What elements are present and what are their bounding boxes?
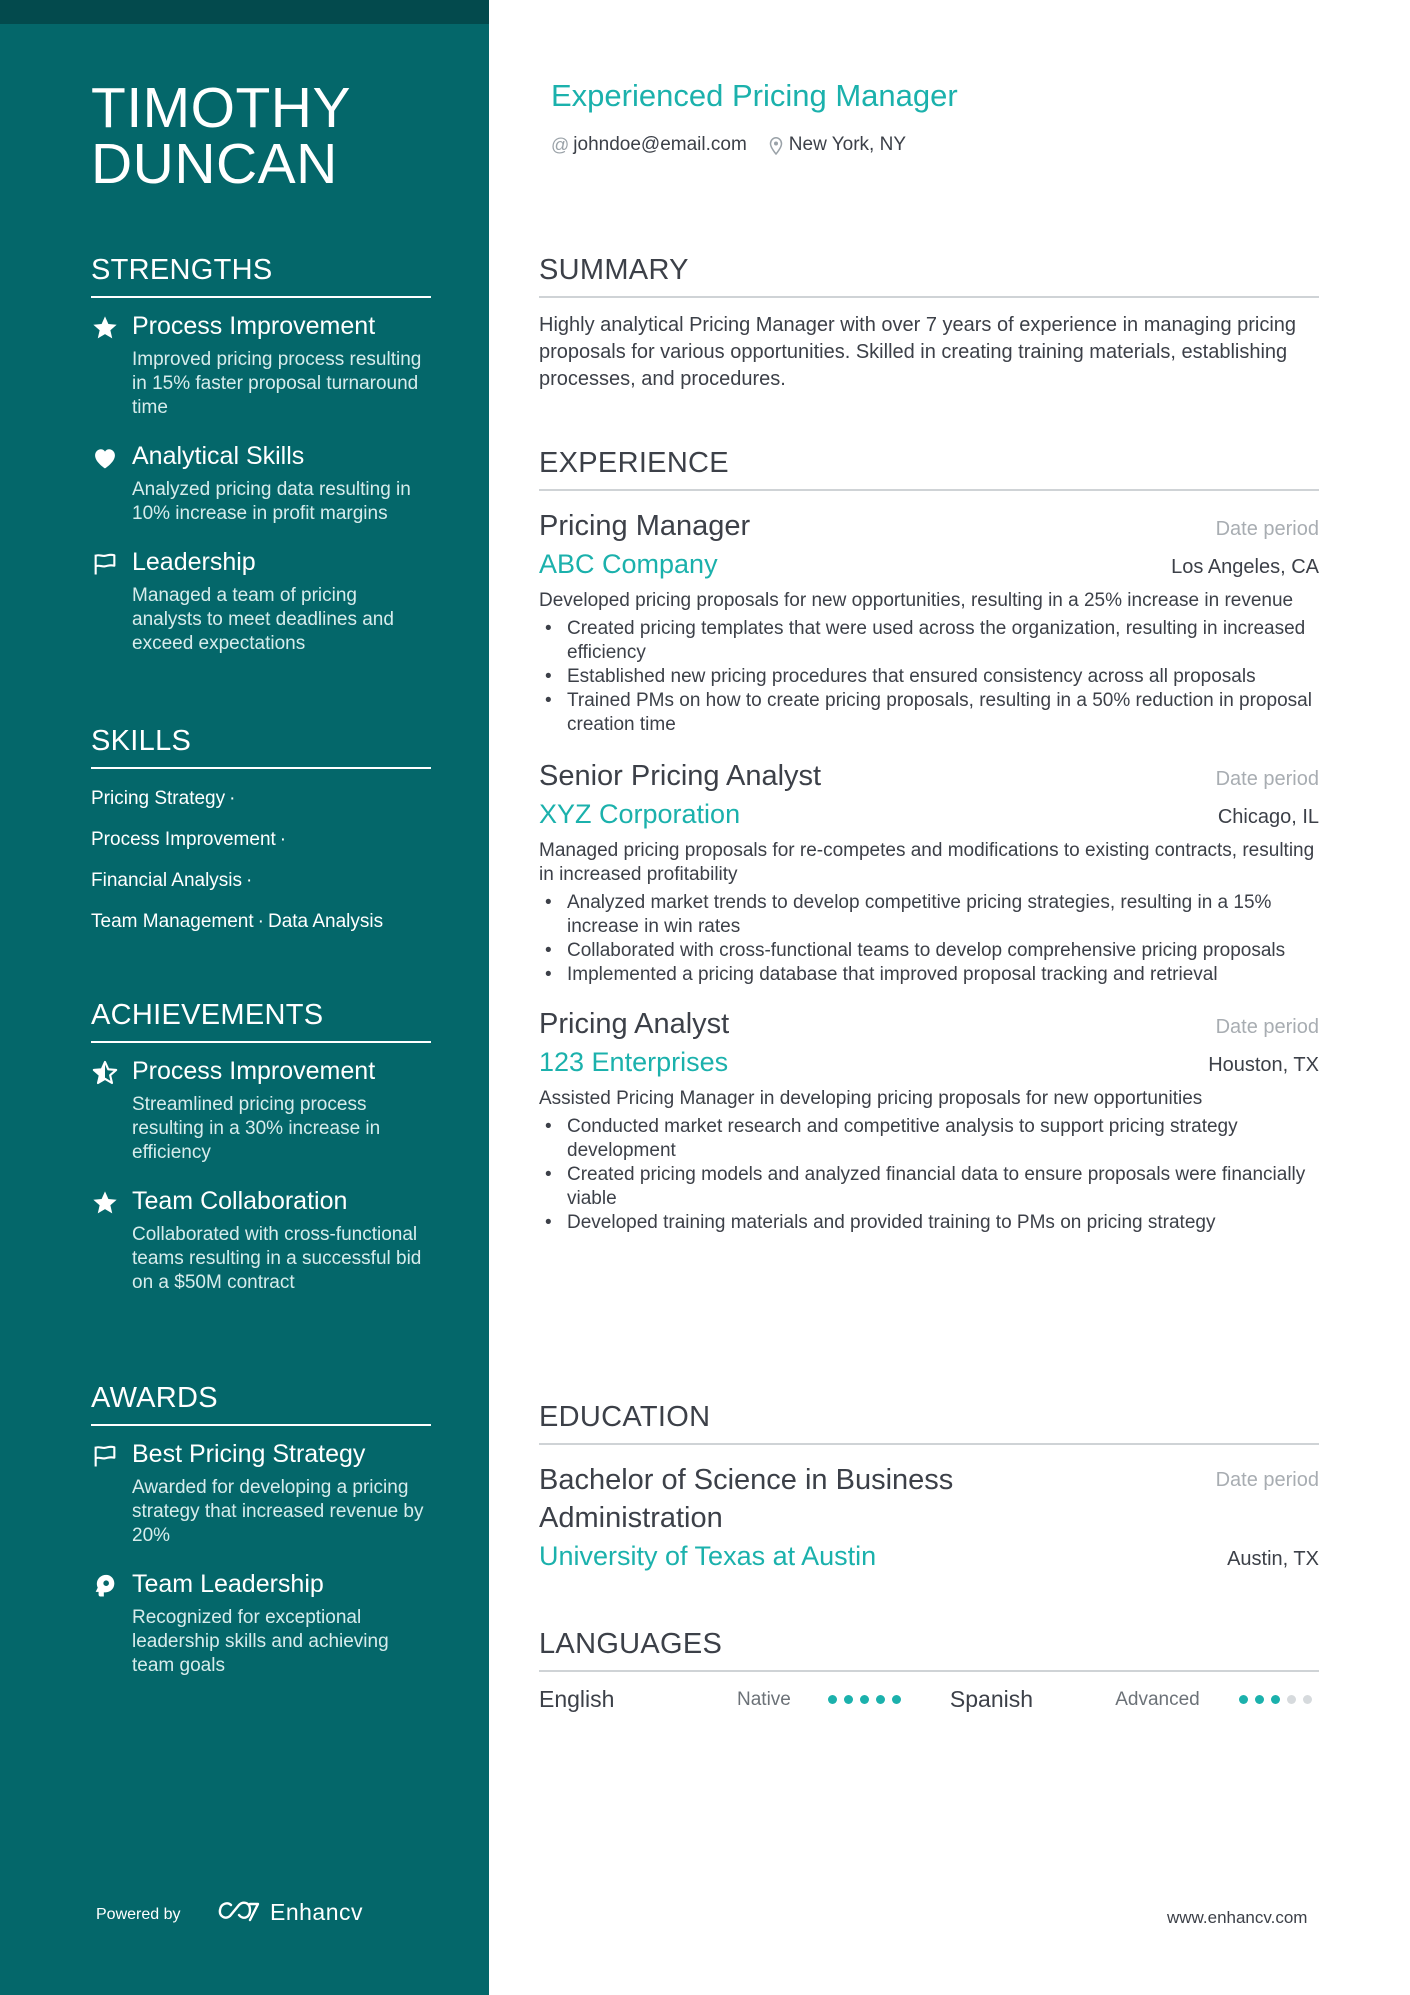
language-name: Spanish	[949, 1686, 1034, 1712]
education-entry	[539, 1461, 1319, 1575]
job-header	[539, 507, 1319, 545]
summary-section	[539, 252, 1319, 393]
contact-row	[551, 134, 928, 156]
award-title: Best Pricing Strategy	[132, 1440, 366, 1468]
strength-desc: Managed a team of pricing analysts to meet deadlines and exceed expectations	[132, 585, 394, 654]
sidebar	[0, 0, 489, 1995]
heart-icon	[91, 444, 119, 472]
skill-tag: Pricing Strategy	[91, 788, 226, 809]
location-pin-icon	[769, 136, 789, 155]
job-description: Managed pricing proposals for re-competes and modifications to existing contracts, resulting in increased profitability	[539, 840, 1315, 885]
job-header	[539, 1005, 1319, 1043]
skills-section	[91, 723, 431, 951]
enhancv-logo-icon	[216, 1898, 262, 1926]
education-location: Austin, TX	[1227, 1548, 1319, 1570]
language-level: Advanced	[1115, 1688, 1200, 1710]
awards-title: AWARDS	[91, 1380, 431, 1426]
job-bullet: • Developed training materials and provided training to PMs on pricing strategy	[539, 1211, 1319, 1235]
language-rating	[828, 1695, 950, 1704]
language-level: Native	[737, 1688, 791, 1710]
strength-title: Leadership	[132, 548, 256, 576]
awards-section	[91, 1380, 431, 1678]
location-contact	[769, 134, 906, 156]
skill-line: Team Management · Data Analysis	[91, 911, 384, 932]
job-bullet: • Analyzed market trends to develop competitive pricing strategies, resulting in a 15% increase in win rates	[539, 891, 1319, 939]
achievement-title: Process Improvement	[132, 1057, 376, 1085]
strength-desc: Improved pricing process resulting in 15% faster proposal turnaround time	[132, 349, 422, 418]
achievement-item	[91, 1185, 431, 1295]
job-subheader	[539, 545, 1319, 583]
enhancv-logo[interactable]	[216, 1898, 363, 1926]
job-company: ABC Company	[539, 549, 718, 579]
skills-list	[91, 787, 431, 934]
strength-desc: Analyzed pricing data resulting in 10% increase in profit margins	[132, 479, 411, 524]
flag-icon	[91, 550, 119, 578]
job-title: Senior Pricing Analyst	[539, 760, 822, 792]
strengths-section	[91, 252, 431, 656]
education-title: EDUCATION	[539, 1399, 1319, 1445]
job-description: Developed pricing proposals for new opportunities, resulting in a 25% increase in revenue	[539, 590, 1294, 611]
star-icon	[91, 314, 119, 342]
achievement-item	[91, 1055, 431, 1165]
job-bullet: • Created pricing models and analyzed financial data to ensure proposals were financially viable	[539, 1163, 1319, 1211]
rating-dot-filled	[844, 1695, 853, 1704]
star-icon	[91, 1189, 119, 1217]
summary-text: Highly analytical Pricing Manager with over 7 years of experience in managing pricing proposals for various opportunities. Skilled in creating training materials, establishing processes, and procedures.	[539, 314, 1297, 390]
job-subheader	[539, 1043, 1319, 1081]
strength-title: Analytical Skills	[132, 442, 305, 470]
languages-title: LANGUAGES	[539, 1626, 1319, 1672]
language-rating	[1239, 1695, 1319, 1704]
job-company: 123 Enterprises	[539, 1047, 729, 1077]
job-description: Assisted Pricing Manager in developing pricing proposals for new opportunities	[539, 1088, 1203, 1109]
education-subheader	[539, 1537, 1319, 1575]
skill-line: Process Improvement ·	[91, 829, 287, 850]
sidebar-top-bar	[0, 0, 489, 24]
achievement-desc: Streamlined pricing process resulting in a 30% increase in efficiency	[132, 1094, 381, 1163]
email-contact[interactable]	[551, 134, 747, 156]
award-title: Team Leadership	[132, 1570, 324, 1598]
job-location: Houston, TX	[1208, 1054, 1319, 1076]
rating-dot-filled	[828, 1695, 837, 1704]
candidate-name	[91, 76, 461, 196]
job-location: Los Angeles, CA	[1171, 556, 1319, 578]
skill-line: Financial Analysis ·	[91, 870, 253, 891]
last-name: DUNCAN	[91, 132, 338, 196]
strength-item	[91, 310, 431, 420]
rating-dot-filled	[876, 1695, 885, 1704]
email-text: johndoe@email.com	[573, 134, 747, 155]
job-bullet: • Trained PMs on how to create pricing proposals, resulting in a 50% reduction in proposal creation time	[539, 689, 1319, 737]
job-bullets	[539, 891, 1319, 987]
skill-tag: Financial Analysis	[91, 870, 243, 891]
language-name: English	[539, 1686, 615, 1712]
first-name: TIMOTHY	[91, 76, 351, 140]
skill-tag: Team Management	[91, 911, 254, 932]
achievements-title: ACHIEVEMENTS	[91, 997, 431, 1043]
achievement-desc: Collaborated with cross-functional teams resulting in a successful bid on a $50M contract	[132, 1224, 422, 1293]
job-subheader	[539, 795, 1319, 833]
flag-icon	[91, 1442, 119, 1470]
job-entry	[539, 1005, 1319, 1235]
job-bullet: • Created pricing templates that were used across the organization, resulting in increased efficiency	[539, 617, 1319, 665]
rating-dot-filled	[1255, 1695, 1264, 1704]
languages-row	[539, 1686, 1319, 1713]
award-item	[91, 1438, 431, 1548]
job-bullets	[539, 617, 1319, 737]
head-icon	[91, 1572, 119, 1600]
rating-dot-empty	[1303, 1695, 1312, 1704]
school: University of Texas at Austin	[539, 1541, 877, 1571]
summary-title: SUMMARY	[539, 252, 1319, 298]
job-date: Date period	[1215, 518, 1319, 540]
languages-section	[539, 1626, 1319, 1713]
job-entry	[539, 507, 1319, 737]
job-company: XYZ Corporation	[539, 799, 741, 829]
skill-tag: Process Improvement	[91, 829, 276, 850]
achievement-title: Team Collaboration	[132, 1187, 348, 1215]
award-desc: Recognized for exceptional leadership skills and achieving team goals	[132, 1607, 389, 1676]
job-bullet: • Collaborated with cross-functional teams to develop comprehensive pricing proposals	[539, 939, 1319, 963]
rating-dot-filled	[1239, 1695, 1248, 1704]
headline: Experienced Pricing Manager	[551, 78, 958, 113]
rating-dot-filled	[892, 1695, 901, 1704]
education-header	[539, 1461, 1319, 1537]
job-header	[539, 757, 1319, 795]
experience-section	[539, 445, 1319, 1235]
strength-item	[91, 546, 431, 656]
job-bullet: • Implemented a pricing database that improved proposal tracking and retrieval	[539, 963, 1319, 987]
enhancv-brand: Enhancv	[270, 1898, 364, 1925]
degree: Bachelor of Science in Business Administration	[539, 1464, 954, 1534]
rating-dot-filled	[860, 1695, 869, 1704]
job-title: Pricing Manager	[539, 510, 751, 542]
rating-dot-empty	[1287, 1695, 1296, 1704]
education-section	[539, 1399, 1319, 1575]
job-title: Pricing Analyst	[539, 1008, 730, 1040]
strengths-title: STRENGTHS	[91, 252, 431, 298]
achievements-section	[91, 997, 431, 1295]
award-item	[91, 1568, 431, 1678]
job-bullets	[539, 1115, 1319, 1235]
award-desc: Awarded for developing a pricing strategy that increased revenue by 20%	[132, 1477, 424, 1546]
website-link[interactable]: www.enhancv.com	[1167, 1908, 1308, 1927]
skill-tag: Data Analysis	[267, 911, 384, 932]
powered-by-label: Powered by	[96, 1906, 181, 1923]
job-bullet: • Established new pricing procedures that ensured consistency across all proposals	[539, 665, 1319, 689]
at-icon: @	[551, 134, 570, 155]
rating-dot-filled	[1271, 1695, 1280, 1704]
location-text: New York, NY	[788, 134, 907, 155]
experience-title: EXPERIENCE	[539, 445, 1319, 491]
skill-line: Pricing Strategy ·	[91, 788, 236, 809]
job-entry	[539, 757, 1319, 987]
strength-title: Process Improvement	[132, 312, 376, 340]
skills-title: SKILLS	[91, 723, 431, 769]
job-location: Chicago, IL	[1217, 806, 1319, 828]
strength-item	[91, 440, 431, 526]
job-bullet: • Conducted market research and competitive analysis to support pricing strategy development	[539, 1115, 1319, 1163]
education-date: Date period	[1215, 1469, 1319, 1491]
star-outline-icon	[91, 1059, 119, 1087]
job-date: Date period	[1215, 1016, 1319, 1038]
job-date: Date period	[1215, 768, 1319, 790]
